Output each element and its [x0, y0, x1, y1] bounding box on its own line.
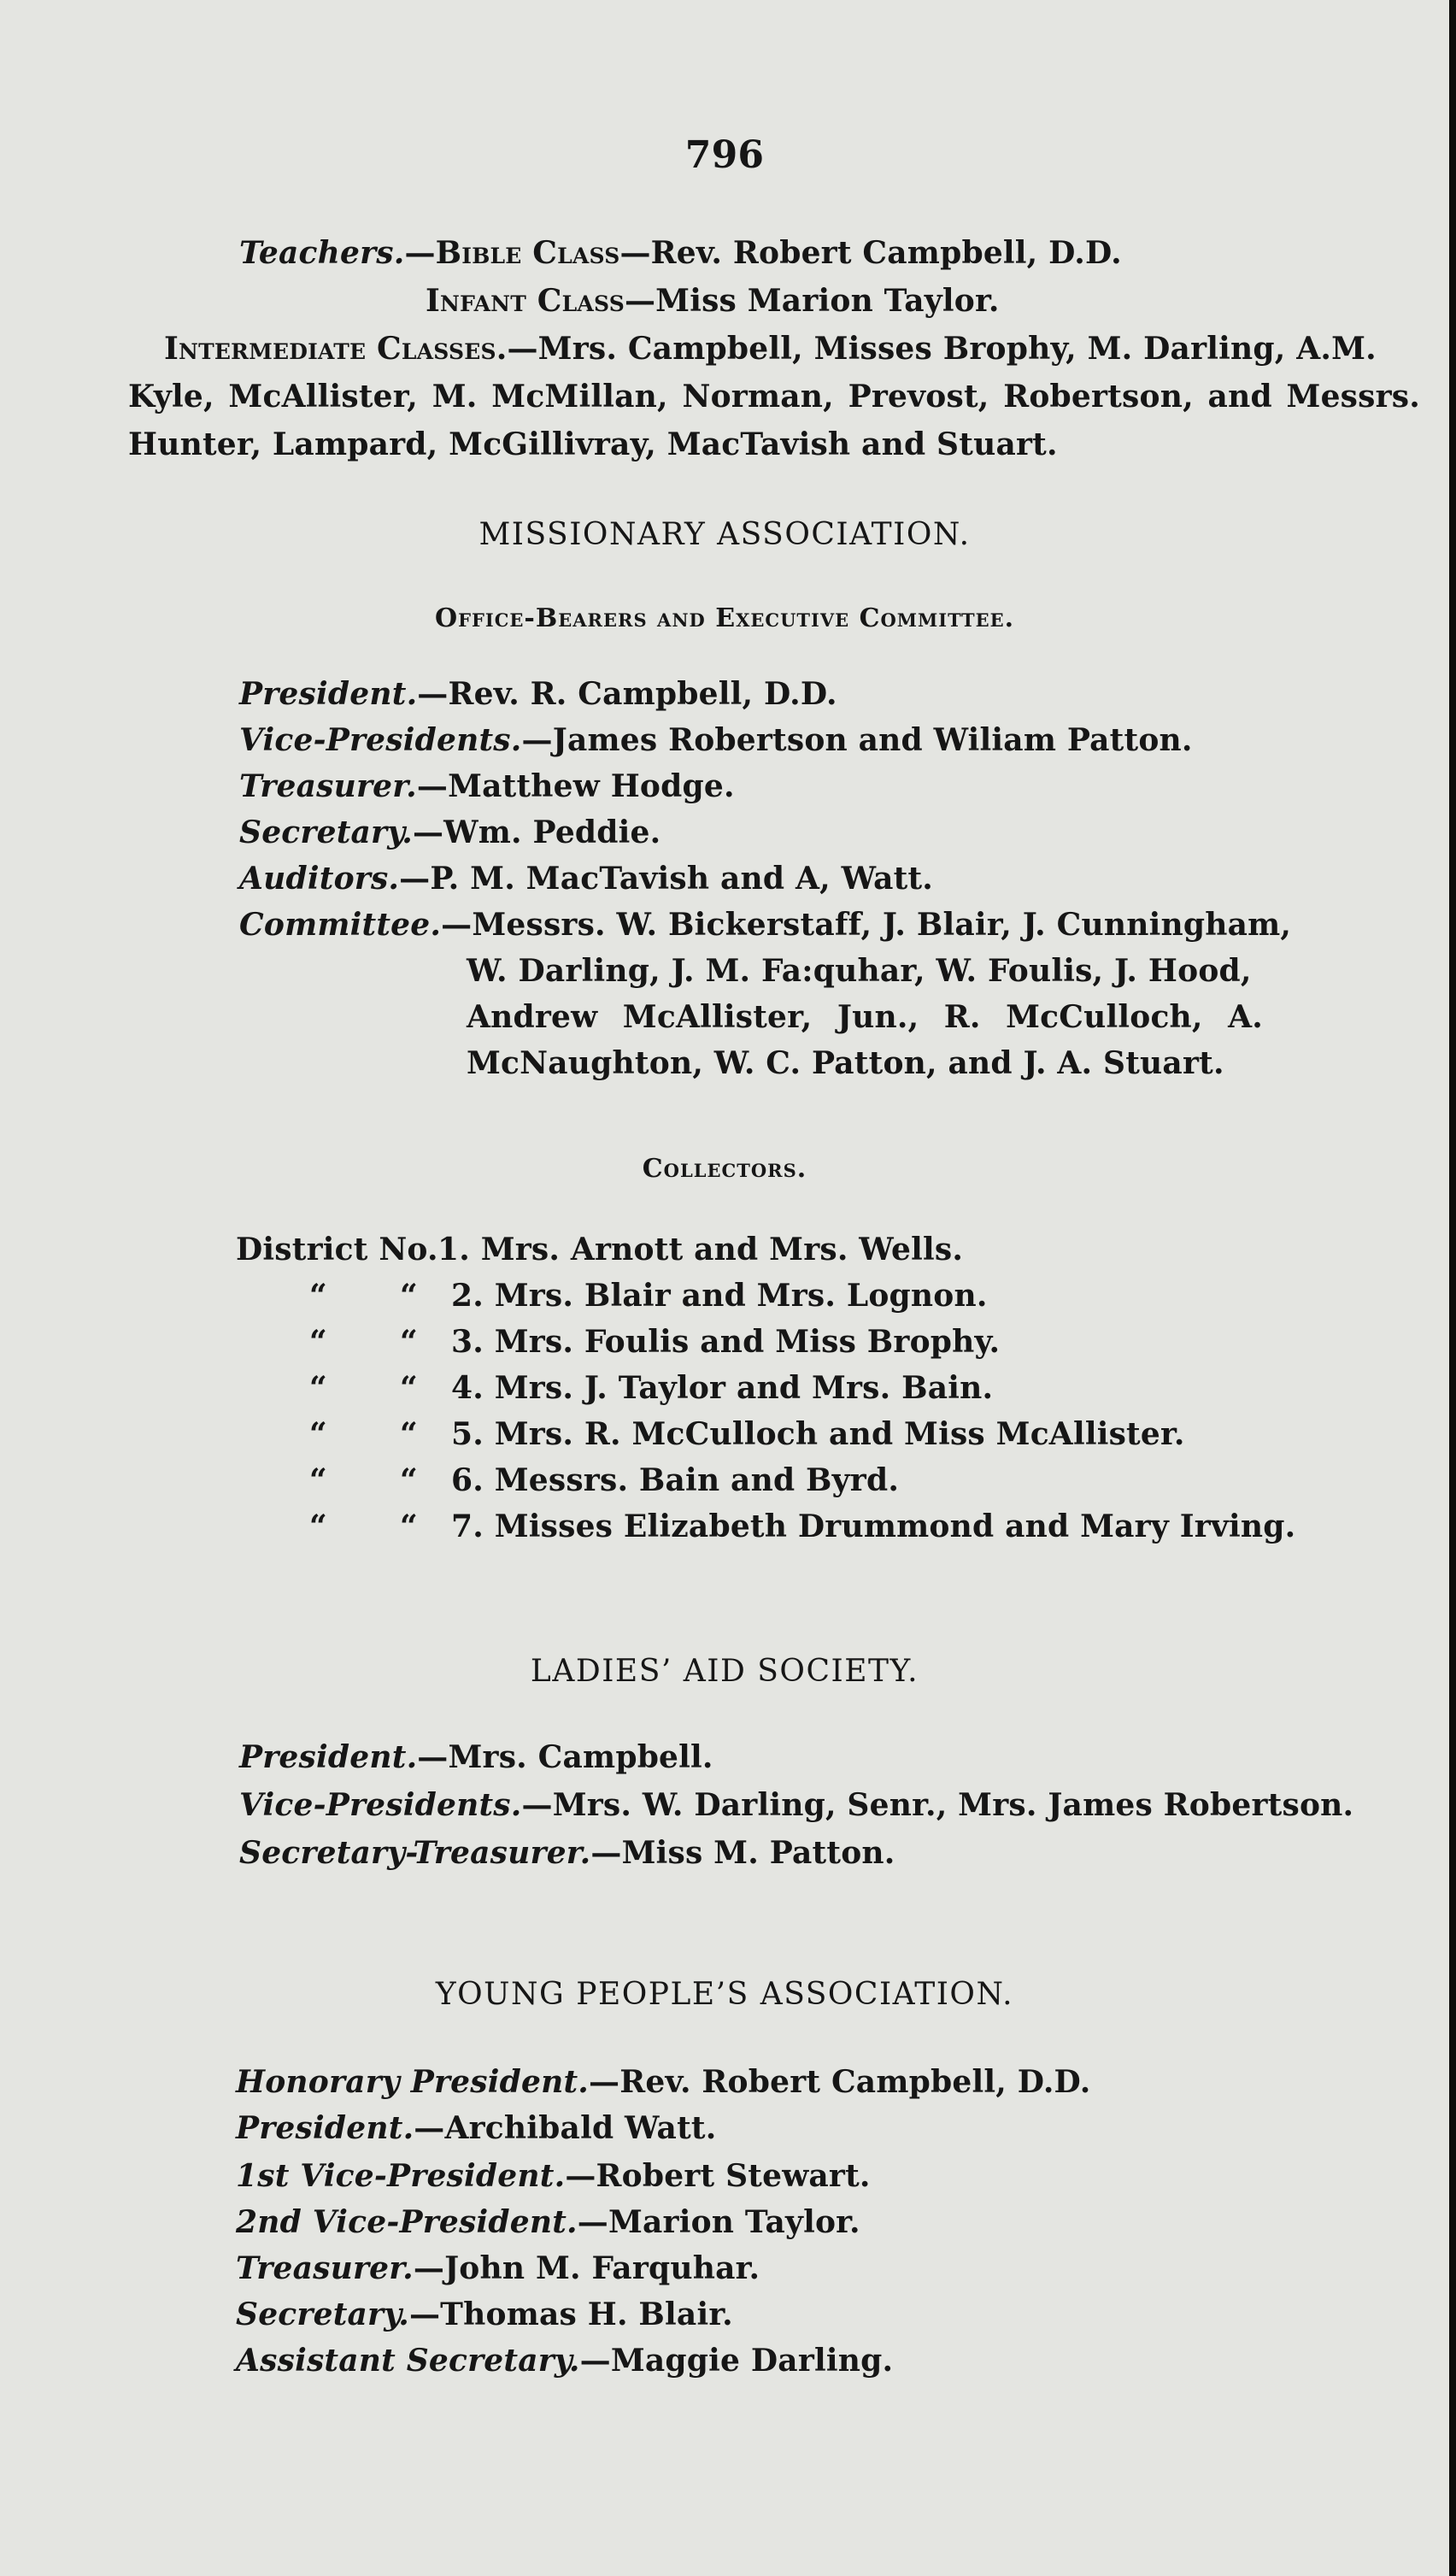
intermediate-text-1: —Mrs. Campbell, Misses Brophy, M. Darling, A.M. — [507, 331, 1377, 367]
missionary-auditors-label: Auditors. — [239, 861, 400, 897]
ditto-mark: “ — [309, 1416, 327, 1452]
missionary-treasurer — [239, 768, 735, 805]
ladies-heading: LADIES’ AID SOCIETY. — [530, 1654, 919, 1689]
infant-class-label: Infant Class — [426, 283, 625, 319]
district-number: 7. — [451, 1509, 484, 1544]
missionary-secretary-value: —Wm. Peddie. — [412, 815, 661, 850]
ditto-mark: “ — [309, 1370, 327, 1406]
bible-class-label: —Bible Class — [404, 235, 620, 271]
collector-names: Mrs. Foulis and Miss Brophy. — [494, 1324, 1001, 1360]
collector-names: Messrs. Bain and Byrd. — [494, 1462, 900, 1498]
missionary-committee-line3: Andrew McAllister, Jun., R. McCulloch, A. — [467, 999, 1263, 1035]
ditto-mark: “ — [309, 1324, 327, 1360]
district-label: District No. — [236, 1232, 438, 1267]
district-number: 5. — [451, 1416, 484, 1452]
collector-row-5 — [451, 1415, 1185, 1453]
ladies-sectreas-value: —Miss M. Patton. — [590, 1835, 895, 1871]
ladies-secretary-treasurer — [239, 1834, 895, 1872]
young-treasurer-value: —John M. Farquhar. — [413, 2250, 760, 2286]
collector-row-1 — [236, 1231, 438, 1268]
intermediate-label: Intermediate Classes. — [164, 331, 508, 367]
district-number: 1. — [437, 1232, 470, 1267]
young-treasurer-label: Treasurer. — [236, 2250, 414, 2286]
ditto-mark: “ — [400, 1324, 418, 1360]
young-vice1-label: 1st Vice-President. — [236, 2158, 566, 2194]
young-president-value: —Archibald Watt. — [414, 2110, 717, 2146]
young-vice1-value: —Robert Stewart. — [565, 2158, 871, 2194]
young-asst-label: Assistant Secretary. — [236, 2343, 580, 2379]
ditto-mark: “ — [309, 1462, 327, 1498]
missionary-president-label: President. — [239, 676, 418, 712]
missionary-committee-line1: —Messrs. W. Bickerstaff, J. Blair, J. Cunningham, — [441, 907, 1292, 943]
teachers-intermediate-line3: Hunter, Lampard, McGillivray, MacTavish and Stuart. — [128, 426, 1058, 462]
ditto-mark: “ — [400, 1509, 418, 1544]
missionary-committee — [239, 906, 1291, 944]
missionary-vice-label: Vice-Presidents. — [239, 722, 522, 758]
collector-names: Mrs. J. Taylor and Mrs. Bain. — [494, 1370, 994, 1406]
teachers-label: Teachers. — [239, 235, 405, 271]
teachers-bible-class — [239, 234, 1122, 272]
missionary-vice-presidents — [239, 721, 1193, 759]
missionary-committee-line2: W. Darling, J. M. Fa:quhar, W. Foulis, J. Hood, — [467, 953, 1252, 989]
young-secretary — [236, 2296, 733, 2333]
ditto-mark: “ — [400, 1416, 418, 1452]
ditto-mark: “ — [309, 1278, 327, 1314]
ladies-sectreas-label: Secretary-Treasurer. — [239, 1835, 591, 1871]
missionary-secretary — [239, 814, 660, 851]
collector-row-7 — [451, 1508, 1295, 1545]
young-president-label: President. — [236, 2110, 414, 2146]
young-secretary-value: —Thomas H. Blair. — [408, 2297, 733, 2332]
missionary-subheading: Office-Bearers and Executive Committee. — [434, 603, 1015, 633]
young-asst-value: —Maggie Darling. — [579, 2343, 894, 2379]
young-honorary-president — [236, 2063, 1090, 2101]
young-honorary-value: —Rev. Robert Campbell, D.D. — [589, 2064, 1091, 2100]
young-president — [236, 2109, 716, 2147]
teachers-intermediate-line2: Kyle, McAllister, M. McMillan, Norman, Prevost, Robertson, and Messrs. — [128, 379, 1420, 415]
young-vice2-label: 2nd Vice-President. — [236, 2204, 578, 2240]
collector-names: Mrs. Arnott and Mrs. Wells. — [480, 1232, 964, 1267]
district-number: 4. — [451, 1370, 484, 1406]
missionary-committee-label: Committee. — [239, 907, 442, 943]
ditto-mark: “ — [400, 1370, 418, 1406]
missionary-heading: MISSIONARY ASSOCIATION. — [478, 517, 971, 552]
ladies-president — [239, 1738, 713, 1776]
ditto-mark: “ — [400, 1278, 418, 1314]
teachers-intermediate-line1 — [164, 330, 1377, 368]
missionary-committee-line4: McNaughton, W. C. Patton, and J. A. Stuart. — [467, 1045, 1224, 1081]
ladies-president-label: President. — [239, 1739, 418, 1775]
ditto-mark: “ — [400, 1462, 418, 1498]
ladies-president-value: —Mrs. Campbell. — [417, 1739, 713, 1775]
collector-names: Mrs. Blair and Mrs. Lognon. — [494, 1278, 988, 1314]
missionary-vice-value: —James Robertson and Wiliam Patton. — [521, 722, 1193, 758]
missionary-auditors-value: —P. M. MacTavish and A, Watt. — [399, 861, 934, 897]
bible-class-teacher: —Rev. Robert Campbell, D.D. — [619, 235, 1122, 271]
collector-row-3 — [451, 1323, 1000, 1361]
ladies-vice-label: Vice-Presidents. — [239, 1787, 522, 1823]
missionary-auditors — [239, 860, 933, 897]
young-treasurer — [236, 2250, 760, 2287]
collector-names: Misses Elizabeth Drummond and Mary Irving. — [494, 1509, 1296, 1544]
missionary-treasurer-value: —Matthew Hodge. — [416, 768, 735, 804]
district-number: 3. — [451, 1324, 484, 1360]
ladies-vice-presidents — [239, 1786, 1353, 1824]
young-secretary-label: Secretary. — [236, 2297, 409, 2332]
young-heading: YOUNG PEOPLE’S ASSOCIATION. — [435, 1977, 1014, 2012]
collector-row-2 — [451, 1277, 988, 1314]
collector-row-4 — [451, 1369, 993, 1407]
missionary-secretary-label: Secretary. — [239, 815, 413, 850]
district-number: 2. — [451, 1278, 484, 1314]
missionary-treasurer-label: Treasurer. — [239, 768, 417, 804]
young-vice-president-2 — [236, 2203, 860, 2241]
infant-class-teacher: —Miss Marion Taylor. — [624, 283, 1000, 319]
teachers-infant-class — [426, 282, 1000, 320]
district-number: 6. — [451, 1462, 484, 1498]
collector-names: Mrs. R. McCulloch and Miss McAllister. — [494, 1416, 1185, 1452]
collectors-heading: Collectors. — [642, 1154, 807, 1184]
ladies-vice-value: —Mrs. W. Darling, Senr., Mrs. James Robertson. — [521, 1787, 1354, 1823]
young-honorary-label: Honorary President. — [236, 2064, 590, 2100]
missionary-president-value: —Rev. R. Campbell, D.D. — [417, 676, 837, 712]
young-vice2-value: —Marion Taylor. — [577, 2204, 860, 2240]
collector-row-1-entry — [437, 1231, 963, 1268]
missionary-president — [239, 675, 837, 713]
young-assistant-secretary — [236, 2342, 893, 2379]
scan-edge — [1449, 0, 1456, 2576]
page-number: 796 — [684, 133, 765, 177]
collector-row-6 — [451, 1461, 899, 1499]
ditto-mark: “ — [309, 1509, 327, 1544]
young-vice-president-1 — [236, 2157, 871, 2195]
